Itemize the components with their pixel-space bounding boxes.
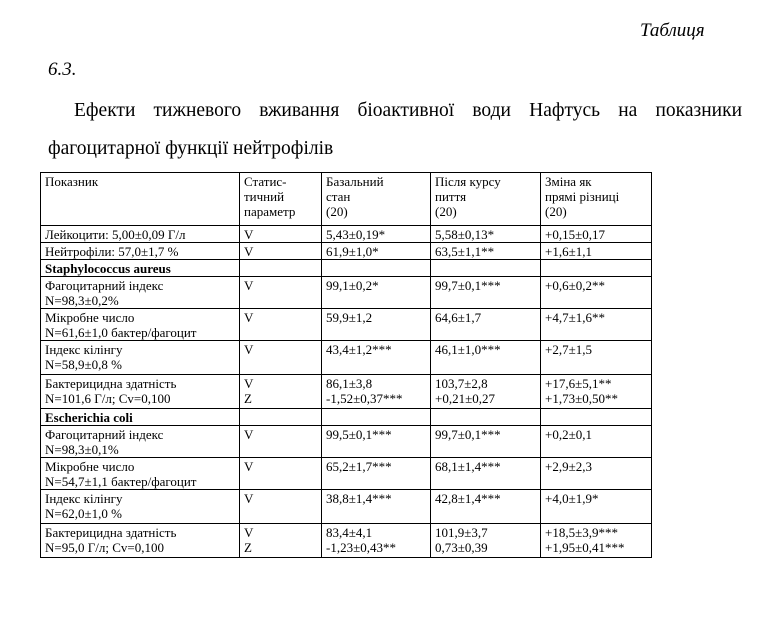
row-name: Фагоцитарний індекс N=98,3±0,1%: [41, 426, 240, 458]
row-name: Фагоцитарний індекс N=98,3±0,2%: [41, 277, 240, 309]
row-name: Нейтрофіли: 57,0±1,7 %: [41, 243, 240, 260]
row-base: 59,9±1,2: [322, 309, 431, 341]
table-row: [41, 490, 652, 524]
table-row: [41, 309, 652, 341]
row-base: 99,1±0,2*: [322, 277, 431, 309]
row-diff: +0,2±0,1: [541, 426, 652, 458]
row-diff: +0,15±0,17: [541, 226, 652, 243]
row-diff: +1,6±1,1: [541, 243, 652, 260]
row-diff: +2,7±1,5: [541, 341, 652, 375]
row-after: 63,5±1,1**: [431, 243, 541, 260]
row-diff: +4,0±1,9*: [541, 490, 652, 524]
group-row-staph: [41, 260, 652, 277]
row-after: 103,7±2,8 +0,21±0,27: [431, 375, 541, 409]
row-name: Лейкоцити: 5,00±0,09 Г/л: [41, 226, 240, 243]
table-row: [41, 458, 652, 490]
row-param: V: [240, 490, 322, 524]
row-param: V: [240, 226, 322, 243]
row-diff: +4,7±1,6**: [541, 309, 652, 341]
row-base: 61,9±1,0*: [322, 243, 431, 260]
table-header-row: [41, 173, 652, 226]
table-title-line1: Ефекти тижневого вживання біоактивної води Нафтусь на показники: [74, 100, 742, 121]
group-label: Staphylococcus aureus: [41, 260, 240, 277]
table-row: [41, 341, 652, 375]
results-table: [40, 172, 652, 558]
row-diff: +0,6±0,2**: [541, 277, 652, 309]
row-name: Індекс кілінгу N=62,0±1,0 %: [41, 490, 240, 524]
row-base: 83,4±4,1 -1,23±0,43**: [322, 524, 431, 558]
row-base: 86,1±3,8 -1,52±0,37***: [322, 375, 431, 409]
row-param: V: [240, 243, 322, 260]
table-row: [41, 226, 652, 243]
row-base: 99,5±0,1***: [322, 426, 431, 458]
row-base: 65,2±1,7***: [322, 458, 431, 490]
row-name: Мікробне число N=54,7±1,1 бактер/фагоцит: [41, 458, 240, 490]
row-param: V: [240, 458, 322, 490]
table-row: [41, 524, 652, 558]
row-after: 64,6±1,7: [431, 309, 541, 341]
row-diff: +18,5±3,9*** +1,95±0,41***: [541, 524, 652, 558]
header-basal: Базальний стан (20): [322, 173, 431, 226]
table-row: [41, 375, 652, 409]
row-param: V: [240, 426, 322, 458]
header-after: Після курсу пиття (20): [431, 173, 541, 226]
row-after: 68,1±1,4***: [431, 458, 541, 490]
row-name: Бактерицидна здатність N=101,6 Г/л; Cv=0,100: [41, 375, 240, 409]
row-base: 38,8±1,4***: [322, 490, 431, 524]
table-number: 6.3.: [48, 59, 77, 80]
row-after: 99,7±0,1***: [431, 277, 541, 309]
row-after: 99,7±0,1***: [431, 426, 541, 458]
row-param: V Z: [240, 375, 322, 409]
row-param: V: [240, 309, 322, 341]
row-param: V: [240, 341, 322, 375]
row-name: Індекс кілінгу N=58,9±0,8 %: [41, 341, 240, 375]
row-name: Мікробне число N=61,6±1,0 бактер/фагоцит: [41, 309, 240, 341]
header-indicator: Показник: [41, 173, 240, 226]
table-row: [41, 243, 652, 260]
table-caption: Таблиця: [640, 20, 705, 41]
row-base: 5,43±0,19*: [322, 226, 431, 243]
row-name: Бактерицидна здатність N=95,0 Г/л; Cv=0,100: [41, 524, 240, 558]
table-row: [41, 277, 652, 309]
row-param: V: [240, 277, 322, 309]
row-after: 5,58±0,13*: [431, 226, 541, 243]
row-after: 46,1±1,0***: [431, 341, 541, 375]
row-after: 101,9±3,7 0,73±0,39: [431, 524, 541, 558]
header-change: Зміна як прямі різниці (20): [541, 173, 652, 226]
row-diff: +17,6±5,1** +1,73±0,50**: [541, 375, 652, 409]
row-diff: +2,9±2,3: [541, 458, 652, 490]
table-title-line2: фагоцитарної функції нейтрофілів: [48, 138, 334, 159]
row-param: V Z: [240, 524, 322, 558]
group-row-ecoli: [41, 409, 652, 426]
group-label: Escherichia coli: [41, 409, 240, 426]
header-stat-param: Статис- тичний параметр: [240, 173, 322, 226]
row-after: 42,8±1,4***: [431, 490, 541, 524]
table-row: [41, 426, 652, 458]
row-base: 43,4±1,2***: [322, 341, 431, 375]
